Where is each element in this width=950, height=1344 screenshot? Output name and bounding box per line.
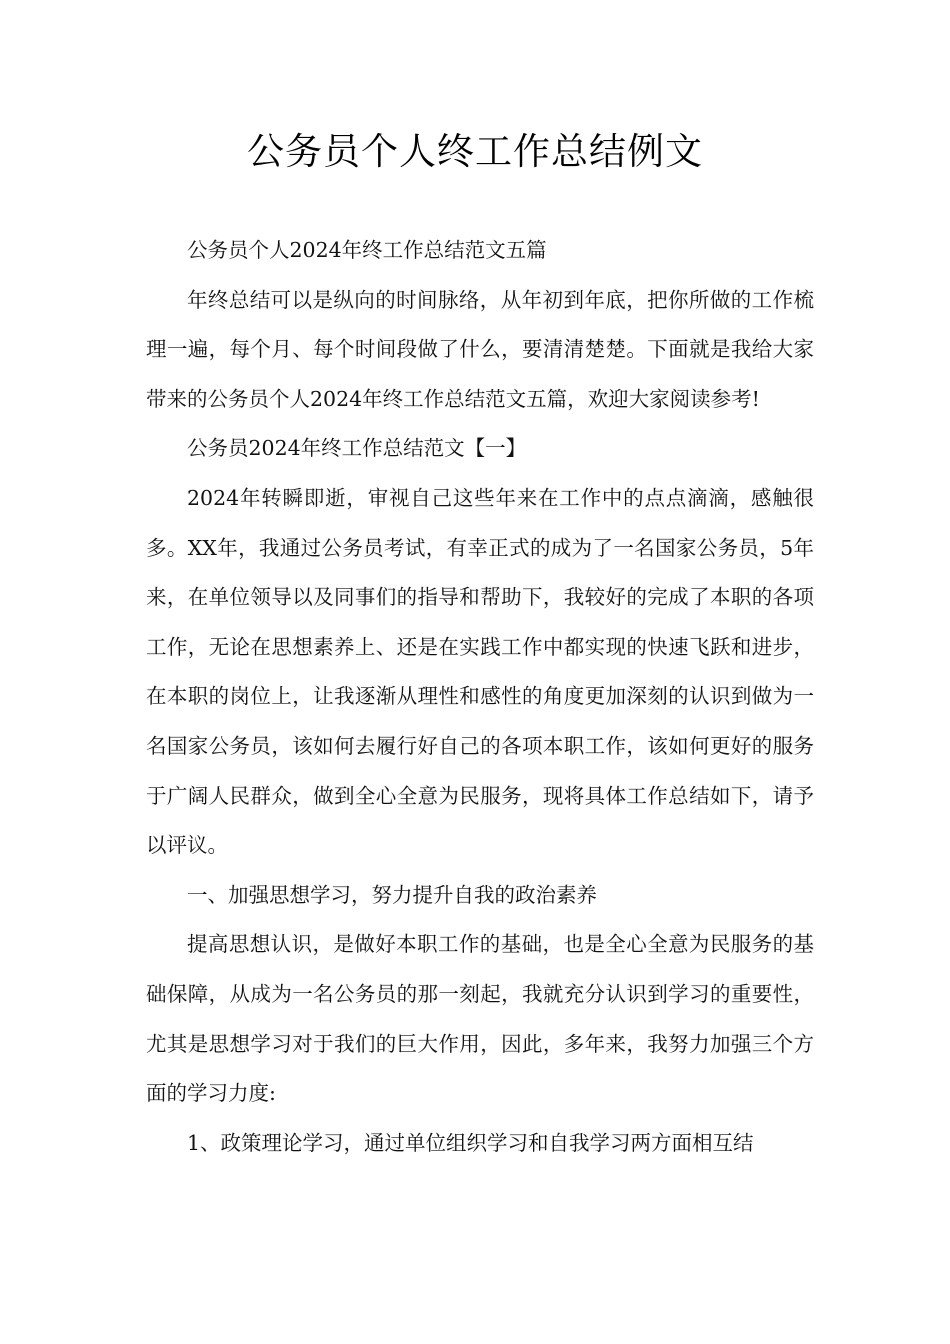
body-paragraph: 提高思想认识，是做好本职工作的基础，也是全心全意为民服务的基础保障，从成为一名公务员的那一刻起，我就充分认识到学习的重要性，尤其是思想学习对于我们的巨大作用，因此，多年来，我努力加强三个方面的学习力度: xyxy=(146,932,814,1106)
subtitle-paragraph: 公务员个人2024年终工作总结范文五篇 xyxy=(187,238,547,262)
body-paragraph: 2024年转瞬即逝，审视自己这些年来在工作中的点点滴滴，感触很多。XX年，我通过公务员考试，有幸正式的成为了一名国家公务员，5年来，在单位领导以及同事们的指导和帮助下，我较好的完成了本职的各项工作，无论在思想素养上、还是在实践工作中都实现的快速飞跃和进步，在本职的岗位上，让我逐渐从理性和感性的角度更加深刻的认识到做为一名国家公务员，该如何去履行好自己的各项本职工作，该如何更好的服务于广阔人民群众，做到全心全意为民服务，现将具体工作总结如下，请予以评议。 xyxy=(146,485,814,858)
list-item: 1、政策理论学习，通过单位组织学习和自我学习两方面相互结 xyxy=(187,1130,754,1155)
intro-paragraph: 年终总结可以是纵向的时间脉络，从年初到年底，把你所做的工作梳理一遍，每个月、每个时间段做了什么，要清清楚楚。下面就是我给大家带来的公务员个人2024年终工作总结范文五篇，欢迎大家阅读参考! xyxy=(146,287,814,411)
subsection-heading: 一、加强思想学习，努力提升自我的政治素养 xyxy=(187,882,597,907)
document-body xyxy=(146,226,814,1168)
section-heading-one: 公务员2024年终工作总结范文【一】 xyxy=(187,436,527,461)
document-title: 公务员个人终工作总结例文 xyxy=(247,130,703,173)
